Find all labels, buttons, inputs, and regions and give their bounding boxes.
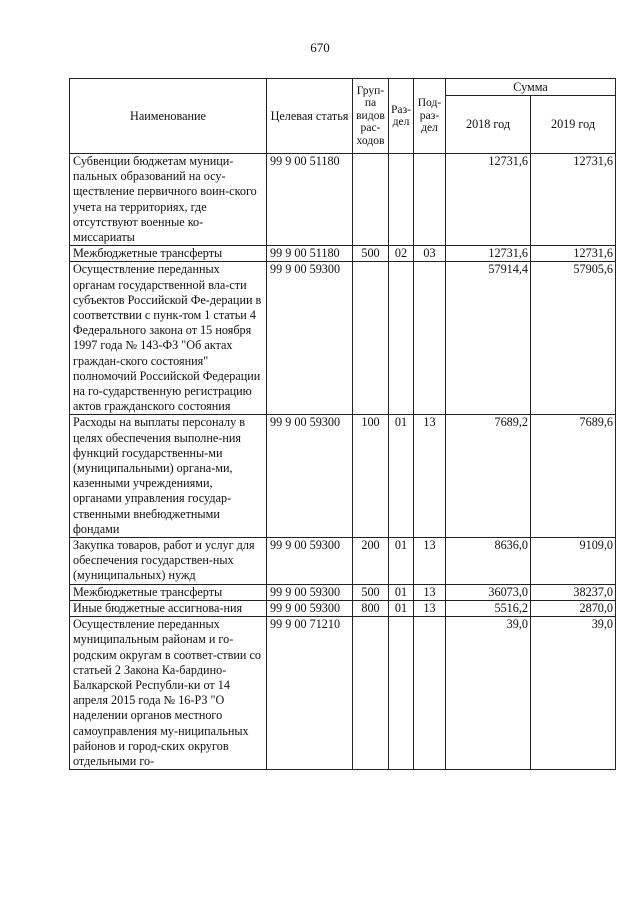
- header-target: Целевая статья: [267, 79, 353, 154]
- row-target: 99 9 00 59300: [267, 415, 353, 538]
- table-row: [70, 538, 616, 585]
- row-section: 01: [389, 600, 414, 616]
- table-row: [70, 154, 616, 246]
- row-sum-2019: 39,0: [531, 617, 616, 770]
- table-row: [70, 262, 616, 415]
- table-row: [70, 600, 616, 616]
- header-2018: 2018 год: [446, 96, 531, 154]
- row-group: 100: [353, 415, 389, 538]
- row-subsection: 13: [414, 584, 446, 600]
- row-target: 99 9 00 51180: [267, 154, 353, 246]
- row-group: [353, 262, 389, 415]
- header-2019: 2019 год: [531, 96, 616, 154]
- row-name: Осуществление переданных муниципальным районам и го-родским округам в соответ-ствии со статьей 2 Закона Ка-бардино-Балкарской Республи-ки от 14 апреля 2015 года № 16-РЗ "О наделении органов местного самоуправления му-ниципальных районов и город-ских округов отдельными го-: [70, 617, 267, 770]
- row-subsection: 13: [414, 600, 446, 616]
- row-sum-2019: 9109,0: [531, 538, 616, 585]
- row-target: 99 9 00 59300: [267, 262, 353, 415]
- row-name: Расходы на выплаты персоналу в целях обеспечения выполне-ния функций государственны-ми (муниципальными) органа-ми, казенными учреждениями, органами управления государ-ственными внебюджетными фондами: [70, 415, 267, 538]
- row-sum-2018: 12731,6: [446, 154, 531, 246]
- page-number: 670: [310, 40, 330, 55]
- row-group: 800: [353, 600, 389, 616]
- table-row: [70, 584, 616, 600]
- header-name: Наименование: [70, 79, 267, 154]
- row-section: 01: [389, 538, 414, 585]
- row-group: [353, 617, 389, 770]
- row-section: 01: [389, 584, 414, 600]
- row-group: 500: [353, 584, 389, 600]
- header-sum: Сумма: [446, 79, 616, 96]
- row-subsection: 13: [414, 538, 446, 585]
- row-sum-2018: 7689,2: [446, 415, 531, 538]
- row-target: 99 9 00 71210: [267, 617, 353, 770]
- budget-table: [69, 78, 616, 770]
- row-target: 99 9 00 51180: [267, 246, 353, 262]
- row-subsection: [414, 154, 446, 246]
- row-sum-2019: 7689,6: [531, 415, 616, 538]
- row-target: 99 9 00 59300: [267, 584, 353, 600]
- table-row: [70, 246, 616, 262]
- row-target: 99 9 00 59300: [267, 600, 353, 616]
- row-group: 200: [353, 538, 389, 585]
- row-name: Межбюджетные трансферты: [70, 584, 267, 600]
- row-section: [389, 262, 414, 415]
- table-row: [70, 415, 616, 538]
- row-sum-2019: 57905,6: [531, 262, 616, 415]
- row-subsection: 03: [414, 246, 446, 262]
- row-sum-2018: 57914,4: [446, 262, 531, 415]
- row-sum-2019: 12731,6: [531, 154, 616, 246]
- row-sum-2018: 36073,0: [446, 584, 531, 600]
- row-sum-2018: 39,0: [446, 617, 531, 770]
- row-name: Субвенции бюджетам муници-пальных образований на осу-ществление первичного воин-ского учета на территориях, где отсутствуют военные ко-миссариаты: [70, 154, 267, 246]
- row-name: Межбюджетные трансферты: [70, 246, 267, 262]
- row-section: 01: [389, 415, 414, 538]
- row-group: 500: [353, 246, 389, 262]
- row-subsection: 13: [414, 415, 446, 538]
- row-name: Иные бюджетные ассигнова-ния: [70, 600, 267, 616]
- row-section: [389, 617, 414, 770]
- row-name: Закупка товаров, работ и услуг для обеспечения государствен-ных (муниципальных) нужд: [70, 538, 267, 585]
- table-row: [70, 617, 616, 770]
- row-subsection: [414, 617, 446, 770]
- row-subsection: [414, 262, 446, 415]
- header-section: Раз-дел: [389, 79, 414, 154]
- row-sum-2018: 8636,0: [446, 538, 531, 585]
- row-target: 99 9 00 59300: [267, 538, 353, 585]
- header-group: Груп-па видов рас-ходов: [353, 79, 389, 154]
- row-sum-2019: 38237,0: [531, 584, 616, 600]
- table-header: [70, 79, 616, 154]
- header-subsection: Под-раз-дел: [414, 79, 446, 154]
- row-sum-2019: 12731,6: [531, 246, 616, 262]
- row-name: Осуществление переданных органам государственной вла-сти субъектов Российской Фе-дерации в соответствии с пунк-том 1 статьи 4 Федерального закона от 15 ноября 1997 года № 143-ФЗ "Об актах граждан-ского состояния" полномочий Российской Федерации на го-сударственную регистрацию актов гражданского состояния: [70, 262, 267, 415]
- row-sum-2019: 2870,0: [531, 600, 616, 616]
- row-sum-2018: 5516,2: [446, 600, 531, 616]
- row-sum-2018: 12731,6: [446, 246, 531, 262]
- row-section: 02: [389, 246, 414, 262]
- table-body: [70, 154, 616, 770]
- row-group: [353, 154, 389, 246]
- row-section: [389, 154, 414, 246]
